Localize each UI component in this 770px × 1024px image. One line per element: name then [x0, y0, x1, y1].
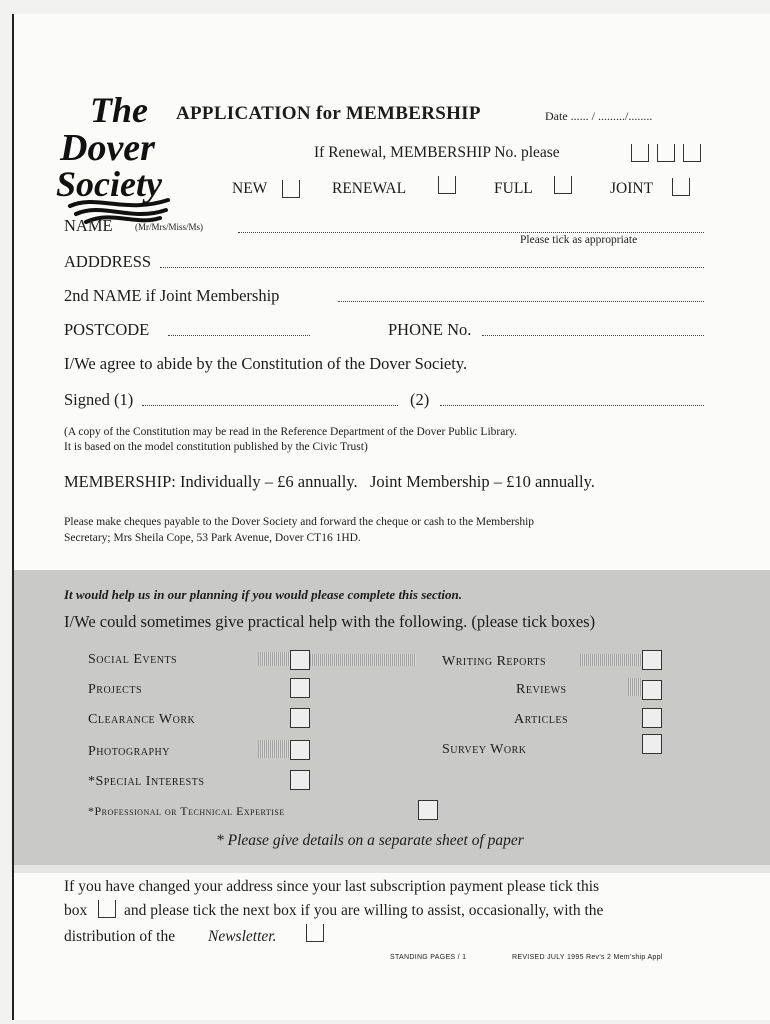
signed2-label: (2) — [410, 390, 430, 409]
joint-checkbox[interactable] — [672, 178, 690, 196]
help-intro: It would help us in our planning if you would please complete this section. — [64, 587, 463, 602]
agree-text: I/We agree to abide by the Constitution of the Dover Society. — [64, 354, 468, 373]
membership-no-box-2[interactable] — [657, 144, 675, 162]
postcode-label: POSTCODE — [64, 320, 150, 339]
survey-work-checkbox[interactable] — [642, 734, 662, 754]
logo-word-the: The — [90, 90, 148, 130]
scan-noise — [580, 654, 642, 666]
special-interests-checkbox[interactable] — [290, 770, 310, 790]
photography-label: Photography — [88, 744, 170, 759]
constitution-note-1: (A copy of the Constitution may be read in the Reference Department of the Dover Public Library. — [64, 426, 518, 438]
projects-label: Projects — [88, 682, 143, 697]
logo-word-dover: Dover — [60, 127, 155, 169]
phone-input-line[interactable] — [482, 335, 704, 336]
address-change-line-2: and please tick the next box if you are willing to assist, occasionally, with the — [124, 902, 604, 919]
footer-revision: REVISED JULY 1995 Rev's 2 Mem'ship Appl — [512, 954, 663, 961]
membership-no-box-1[interactable] — [631, 144, 649, 162]
membership-fees: MEMBERSHIP: Individually – £6 annually. Joint Membership – £10 annually. — [64, 472, 595, 491]
help-heading: I/We could sometimes give practical help with the following. (please tick boxes) — [64, 612, 596, 631]
clearance-work-label: Clearance Work — [88, 712, 196, 727]
address-input-line[interactable] — [160, 267, 704, 268]
reviews-label: Reviews — [516, 682, 567, 697]
clearance-work-checkbox[interactable] — [290, 708, 310, 728]
date-field[interactable]: Date ...... / ........./........ — [545, 109, 653, 123]
footer-standing-pages: STANDING PAGES / 1 — [390, 954, 467, 961]
social-events-label: Social Events — [88, 652, 178, 667]
full-label: FULL — [494, 180, 533, 197]
address-change-line-1: If you have changed your address since your last subscription payment please tick this — [64, 878, 600, 895]
second-name-label: 2nd NAME if Joint Membership — [64, 286, 280, 305]
reviews-checkbox[interactable] — [642, 680, 662, 700]
articles-checkbox[interactable] — [642, 708, 662, 728]
second-name-input-line[interactable] — [338, 301, 704, 302]
new-checkbox[interactable] — [282, 180, 300, 198]
address-change-line-3: distribution of the — [64, 928, 176, 945]
special-interests-label: *Special Interests — [88, 774, 205, 789]
name-titles: (Mr/Mrs/Miss/Ms) — [135, 222, 204, 232]
full-checkbox[interactable] — [554, 176, 572, 194]
name-label: NAME — [64, 216, 113, 235]
cheque-note-1: Please make cheques payable to the Dover Society and forward the cheque or cash to the Membership — [64, 516, 535, 528]
photography-checkbox[interactable] — [290, 740, 310, 760]
writing-reports-checkbox[interactable] — [642, 650, 662, 670]
renewal-checkbox[interactable] — [438, 176, 456, 194]
address-change-box-word: box — [64, 902, 88, 919]
dover-society-logo — [56, 88, 180, 228]
renewal-number-label: If Renewal, MEMBERSHIP No. please — [314, 144, 560, 161]
postcode-input-line[interactable] — [168, 335, 310, 336]
phone-label: PHONE No. — [388, 320, 472, 339]
name-input-line[interactable] — [238, 232, 704, 233]
membership-no-box-3[interactable] — [683, 144, 701, 162]
logo-word-society: Society — [56, 164, 162, 204]
writing-reports-label: Writing Reports — [442, 654, 547, 669]
membership-form-page — [12, 14, 770, 1020]
address-label: ADDDRESS — [64, 252, 152, 271]
joint-label: JOINT — [610, 180, 654, 197]
newsletter-distribution-checkbox[interactable] — [306, 924, 324, 942]
signature1-input-line[interactable] — [142, 405, 398, 406]
help-section-divider — [14, 865, 770, 873]
address-changed-checkbox[interactable] — [98, 900, 116, 918]
projects-checkbox[interactable] — [290, 678, 310, 698]
tick-hint: Please tick as appropriate — [520, 234, 638, 246]
professional-expertise-checkbox[interactable] — [418, 800, 438, 820]
social-events-checkbox[interactable] — [290, 650, 310, 670]
form-title: APPLICATION for MEMBERSHIP — [176, 103, 481, 124]
articles-label: Articles — [514, 712, 569, 727]
cheque-note-2: Secretary; Mrs Sheila Cope, 53 Park Avenue, Dover CT16 1HD. — [64, 532, 361, 544]
constitution-note-2: It is based on the model constitution published by the Civic Trust) — [64, 441, 368, 453]
survey-work-label: Survey Work — [442, 742, 527, 757]
signed1-label: Signed (1) — [64, 390, 134, 409]
details-footnote: * Please give details on a separate sheet of paper — [216, 832, 524, 849]
scan-noise — [628, 678, 642, 696]
professional-expertise-label: *Professional or Technical Expertise — [88, 804, 285, 818]
newsletter-word: Newsletter. — [208, 928, 277, 945]
signature2-input-line[interactable] — [440, 405, 704, 406]
scan-noise — [310, 654, 416, 666]
new-label: NEW — [232, 180, 268, 197]
renewal-label: RENEWAL — [332, 180, 407, 197]
